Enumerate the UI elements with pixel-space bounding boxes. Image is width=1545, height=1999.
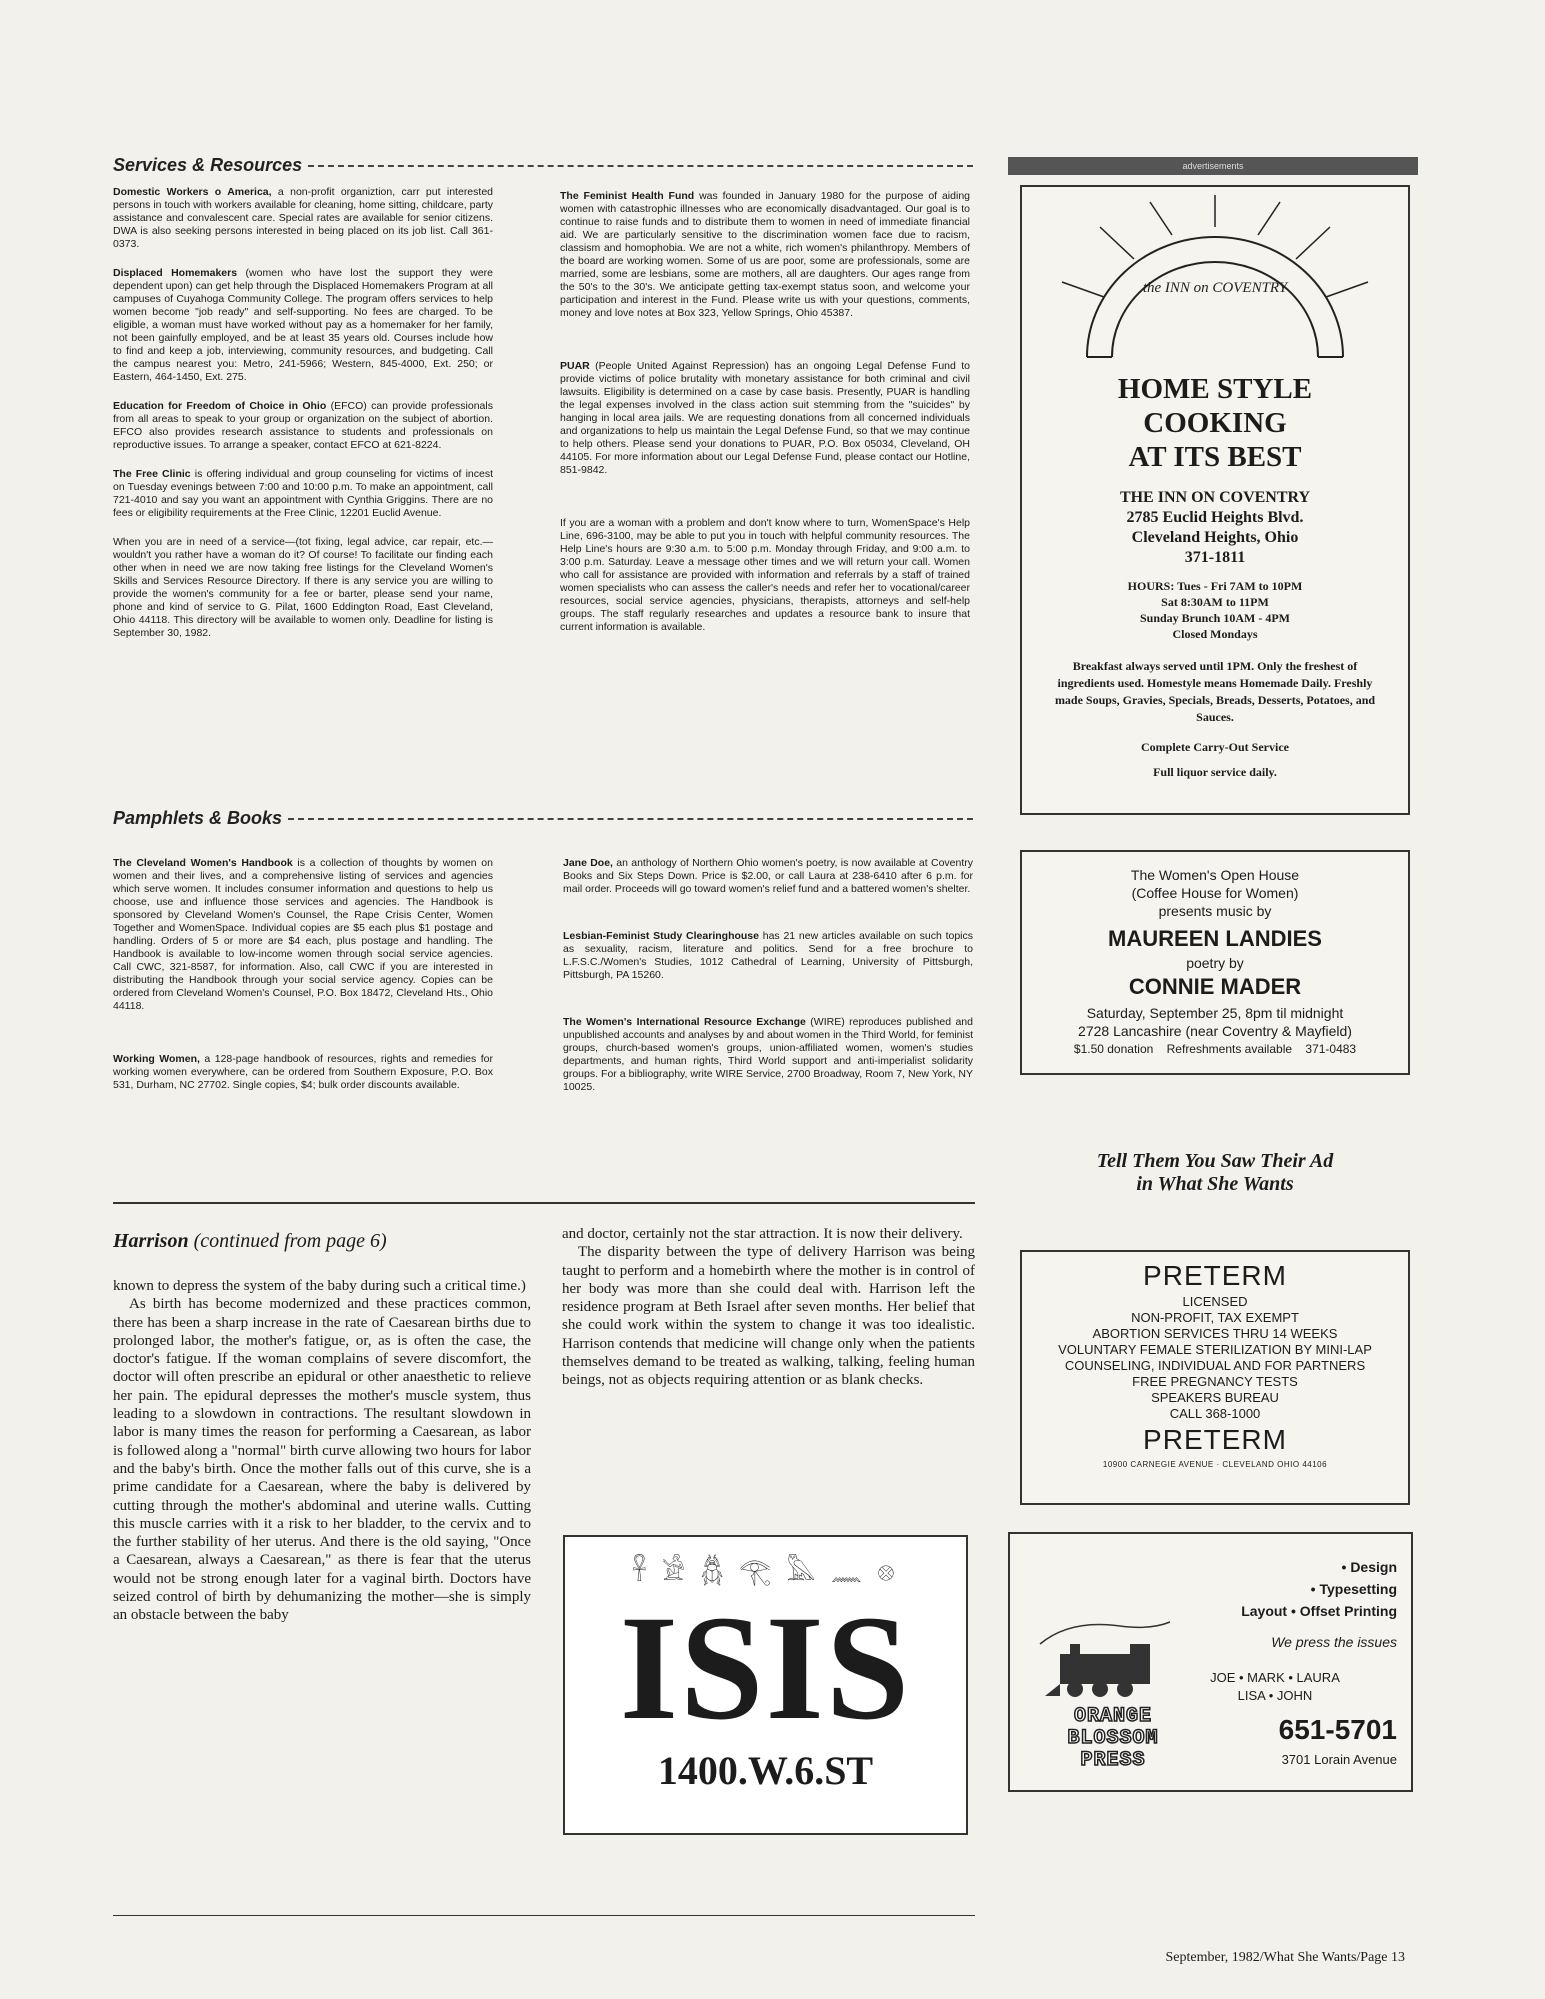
inn-hours-line: Closed Mondays (1172, 627, 1258, 641)
bottom-rule (113, 1915, 975, 1916)
open-house-date: Saturday, September 25, 8pm til midnight (1086, 1005, 1344, 1021)
preterm-logo: PRETERM (1143, 1424, 1287, 1455)
tell-them-line: Tell Them You Saw Their Ad (1096, 1150, 1334, 1172)
preterm-line: ABORTION SERVICES THRU 14 WEEKS (1092, 1326, 1338, 1341)
ads-header-bar (1008, 157, 1418, 175)
listing-text: If you are a woman with a problem and don't know where to turn, WomenSpace's Help Line, 696-3100, may be able to put you in touch with helpful community resources. The Help Line's hours are 9:30 a.m. to 5:00 p.m. Monday through Friday, and 9:00 a.m. to 3:00 p.m. Saturday. Leave a message other times and we will return your call. Women who call for assistance are provided with information and referrals by a staff of trained women specialists who can assess the caller's needs and refer her to vocational/career resources, social service agencies, physicians, therapists, attorneys and self-help groups. The staff regularly researches and updates a resource bank to insure that current information is available. (560, 517, 970, 633)
open-house-phone: 371-0483 (1305, 1042, 1357, 1056)
listing-text: a 128-page handbook of resources, rights and remedies for working women everywhere, can be ordered from Southern Exposure, P.O. Box 531, Durham, NC 27702. Single copies, $4; bulk order discounts available. (113, 1053, 493, 1091)
inn-headline-line: AT ITS BEST (1128, 441, 1302, 473)
listing-text: (EFCO) can provide professionals from all areas to speak to your group or organization on the subject of abortion. EFCO also provides research assistance to students and professionals on reproductive issues. To arrange a speaker, contact EFCO at 621-8224. (113, 400, 493, 451)
listing-lead: Domestic Workers o America, (113, 186, 272, 198)
listing-text: is a collection of thoughts by women on women and their lives, and a comprehensive listing of services and agencies which serve women. It includes consumer information and questions to help us choose, use and influence those services and agencies. The Handbook is sponsored by Cleveland Women's Counsel, the Rape Crisis Center, Women Together and WomenSpace. Individual copies are $5 each plus $1 postage and handling. Orders of 5 or more are $4 each, plus postage and handling. The Handbook is available to low-income women through social service agencies. Call CWC, 321-8587, for information. Also, call CWC if you are interested in distributing the Handbook through your social service agency. Copies can be ordered from Cleveland Women's Counsel, P.O. Box 18472, Cleveland Hts., Ohio 44118. (113, 857, 493, 1012)
preterm-line: NON-PROFIT, TAX EXEMPT (1131, 1310, 1299, 1325)
inn-hours-line: Sat 8:30AM to 11PM (1161, 595, 1269, 609)
inn-phone: 371-1811 (1184, 549, 1246, 566)
article-heading (113, 1230, 513, 1253)
article-right-column (562, 1225, 975, 1390)
preterm-ad (1020, 1250, 1410, 1505)
pamphlets-right-column (563, 857, 973, 1128)
inn-description: Breakfast always served until 1PM. Only the freshest of ingredients used. Homestyle means Homemade Daily. Freshly made Soups, Gravies, Specials, Breads, Desserts, Potatoes, and Sauces. (1054, 659, 1376, 724)
services-right-column (560, 190, 970, 674)
preterm-line: LICENSED (1182, 1294, 1248, 1309)
inn-address: 2785 Euclid Heights Blvd. (1126, 509, 1304, 526)
orange-people: LISA • JOHN (1237, 1688, 1313, 1703)
article-continued: (continued from page 6) (193, 1230, 387, 1252)
inn-hours-line: Tues - Fri 7AM to 10PM (1177, 579, 1303, 593)
open-house-line: presents music by (1158, 903, 1272, 919)
orange-logo-line: PRESS (1080, 1749, 1146, 1772)
pamphlets-section-header (113, 808, 973, 829)
listing-lead: Lesbian-Feminist Study Clearinghouse (563, 930, 759, 942)
isis-ad (563, 1535, 968, 1835)
listing-text: was founded in January 1980 for the purpose of aiding women with catastrophic illnesses who are economically disadvantaged. Our goal is to continue to raise funds and to distribute them to women in need of immediate financial aid. We are particularly sensitive to the discrimination women face due to racism, classism and homophobia. We are not a white, rich women's philanthropy. Members of the board are working women. Some of us are poor, some are professionals, some are married, some are lesbians, some are mothers, all are daughters. Our ages range from the 50's to the 30's. We anticipate getting tax-exempt status soon, and welcome your participation and interest in the Fund. Please write us with your questions, comments, money and love notes at Box 323, Yellow Springs, Ohio 45387. (560, 190, 970, 319)
inn-address: Cleveland Heights, Ohio (1131, 529, 1299, 546)
open-house-ad (1020, 850, 1410, 1075)
listing-lead: Displaced Homemakers (113, 267, 238, 279)
inn-arch-text: the INN on COVENTRY (1142, 280, 1288, 296)
listing-text: an anthology of Northern Ohio women's poetry, is now available at Coventry Books and Six Steps Down. Price is $2.00, or call Laura at 238-6410 after 6 p.m. for mail order. Proceeds will go toward women's relief fund and a battered women's shelter. (563, 857, 973, 895)
listing-text: (People United Against Repression) has an ongoing Legal Defense Fund to provide victims of police brutality with monetary assistance for both criminal and civil lawsuits. Eligibility is determined on a case by case basis. Presently, PUAR is handling the legal expenses involved in the class action suit stemming from the "suicides" by hanging in local area jails. We are requesting donations from all concerned individuals and organizations to help us maintain the Legal Defense Fund, so that we may continue to help others. Please send your donations to PUAR, P.O. Box 05034, Cleveland, OH 44105. For more information about our Legal Defense Fund, please contact our Hotline, 851-9842. (560, 360, 970, 476)
article-left-column (113, 1277, 531, 1625)
listing-lead: Jane Doe, (563, 857, 613, 869)
listing-item (113, 186, 493, 251)
article-paragraph: The disparity between the type of delivery Harrison was being taught to perform and a homebirth where the mother is in control of her body was more than she could deal with. Harrison left the residence program at Beth Israel after seven months. Her belief that she could work within the system to change it was too idealistic. Harrison contends that medicine will change only when the patients themselves demand to be treated as walking, talking, feeling human beings, not as objects requiring attention or as blank checks. (562, 1244, 975, 1389)
article-paragraph: and doctor, certainly not the star attraction. It is now their delivery. (562, 1226, 963, 1242)
listing-item (560, 360, 970, 477)
preterm-line: CALL 368-1000 (1169, 1406, 1261, 1421)
services-left-column (113, 186, 493, 656)
listing-item (113, 400, 493, 452)
tell-them-tagline (1020, 1150, 1410, 1196)
services-section-title: Services & Resources (113, 155, 303, 175)
article-paragraph: As birth has become modernized and these practices common, there has been a sharp increase in the rate of Caesarean births due to prolonged labor, the mother's fatigue, or, as is often the case, the doctor's fatigue. If the woman complains of severe discomfort, the doctor will often prescribe an epidural or other anaesthetic to relieve her pain. The epidural depresses the mother's muscle system, thus leading to a slowdown in contractions. The resultant slowdown in labor is many times the reason for performing a Caesarean, as labor is followed along a "normal" birth curve allowing two hours for labor and the baby's birth. Once the mother falls out of this curve, she is a prime candidate for a Caesarean, where the baby is delivered by cutting through the mother's abdominal and uterine walls. Cutting this muscle carries with it a risk to her bladder, to the cervix and to the further stability of her uterus. And there is the old saying, "Once a Caesarean, always a Caesarean," as there is fear that the uterus would not be strong enough later for a vaginal birth. Doctors have seized control of birth by dehumanizing the mother—she is simply an obstacle between the baby (113, 1296, 531, 1624)
section-rule (308, 165, 973, 167)
listing-item (560, 190, 970, 320)
performer-music: MAUREEN LANDIES (1108, 926, 1322, 951)
pamphlets-left-column (113, 857, 493, 1132)
performer-poetry: CONNIE MADER (1128, 974, 1302, 999)
isis-name: ISIS (619, 1585, 912, 1751)
listing-lead: The Feminist Health Fund (560, 190, 695, 202)
listing-lead: Working Women, (113, 1053, 200, 1065)
preterm-line: COUNSELING, INDIVIDUAL AND FOR PARTNERS (1064, 1358, 1366, 1373)
listing-item (113, 468, 493, 520)
ads-header-label: advertisements (1182, 161, 1244, 171)
inn-arch-logo (1022, 187, 1408, 387)
inn-hours-label: HOURS: (1127, 579, 1175, 593)
orange-people: JOE • MARK • LAURA (1210, 1670, 1340, 1685)
listing-item (113, 267, 493, 384)
listing-item (563, 857, 973, 896)
listing-item (113, 857, 493, 1013)
listing-item (563, 930, 973, 982)
preterm-line: VOLUNTARY FEMALE STERILIZATION BY MINI-LAP (1058, 1342, 1372, 1357)
preterm-logo: PRETERM (1143, 1260, 1287, 1291)
listing-lead: The Cleveland Women's Handbook (113, 857, 293, 869)
open-house-line: The Women's Open House (1130, 867, 1300, 883)
article-paragraph: known to depress the system of the baby during such a critical time.) (113, 1278, 526, 1294)
listing-text: has 21 new articles available on such topics as sexuality, racism, literature and politics. Send for a free brochure to L.F.S.C./Women's Studies, 1012 Cathedral of Learning, University of Pittsburgh, Pittsburgh, PA 15260. (563, 930, 973, 981)
open-house-donation: $1.50 donation (1073, 1042, 1154, 1056)
isis-hieroglyphs: 𓋹 𓀀 𓆣 𓂀 𓅓 𓈖 𓊖 (632, 1556, 899, 1586)
open-house-address: 2728 Lancashire (near Coventry & Mayfield) (1078, 1023, 1352, 1039)
listing-lead: Education for Freedom of Choice in Ohio (113, 400, 327, 412)
orange-logo-line: BLOSSOM (1067, 1727, 1159, 1750)
services-section-header (113, 155, 973, 176)
listing-text: (WIRE) reproduces published and unpublished accounts and analyses by and about women in the Third World, for feminist groups, church-based women's groups, union-affiliated women, women's studies departments, and human rights, Third World support and anti-imperialist solidarity groups. For a bibliography, write WIRE Service, 2700 Broadway, Room 7, New York, NY 10025. (563, 1016, 973, 1093)
article-title: Harrison (113, 1230, 189, 1252)
orange-service: • Typesetting (1310, 1581, 1397, 1597)
listing-lead: PUAR (560, 360, 590, 372)
orange-phone: 651-5701 (1278, 1714, 1397, 1745)
listing-item (563, 1016, 973, 1094)
orange-service: • Design (1341, 1559, 1397, 1575)
listing-text: When you are in need of a service—(tot fixing, legal advice, car repair, etc.—wouldn't you rather have a woman do it? Of course! To facilitate our finding each other when in need we are now taking free listings for the Cleveland Women's Skills and Services Resource Directory. If there is any service you are willing to provide the women's community for a fee or barter, please send your name, phone and kind of service to G. Pilat, 1600 Eddington Road, East Cleveland, Ohio 44118. This directory will be available to women only. Deadline for listing is September 30, 1982. (113, 536, 493, 639)
inn-hours-line: Sunday Brunch 10AM - 4PM (1139, 611, 1291, 625)
orange-blossom-ad (1008, 1532, 1413, 1792)
divider-rule (113, 1202, 975, 1204)
inn-name: THE INN ON COVENTRY (1119, 489, 1311, 506)
open-house-refreshments: Refreshments available (1166, 1042, 1293, 1056)
inn-headline-line: COOKING (1143, 407, 1287, 439)
preterm-address: 10900 CARNEGIE AVENUE · CLEVELAND OHIO 44106 (1102, 1460, 1328, 1469)
inn-liquor: Full liquor service daily. (1153, 765, 1277, 779)
listing-item (560, 517, 970, 634)
inn-carryout: Complete Carry-Out Service (1141, 740, 1289, 754)
listing-text: (women who have lost the support they were dependent upon) can get help through the Displaced Homemakers Program at all campuses of Cuyahoga Community College. The program offers services to help women become "job ready" and self-supporting. No fees are charged. To be eligible, a woman must have worked without pay as a homemaker for her family, not been gainfully employed, and be at least 35 years old. Courses include how to find and keep a job, interviewing, community resources, and budgeting. Call the campus nearest you: Metro, 241-5966; Western, 845-4000, Ext. 250; or Eastern, 464-1450, Ext. 275. (113, 267, 493, 383)
page-footer: September, 1982/What She Wants/Page 13 (1165, 1950, 1405, 1965)
orange-address: 3701 Lorain Avenue (1281, 1752, 1397, 1767)
listing-text: is offering individual and group counseling for victims of incest on Tuesday evenings between 7:00 and 10:00 p.m. To make an appointment, call 721-4010 and say you want an appointment with Cynthia Griggins. There are no fees or eligibility requirements at the Free Clinic, 12201 Euclid Avenue. (113, 468, 493, 519)
train-icon (1030, 1614, 1180, 1704)
listing-item (113, 536, 493, 640)
listing-lead: The Free Clinic (113, 468, 191, 480)
inn-headline-line: HOME STYLE (1117, 373, 1313, 405)
listing-lead: The Women's International Resource Exchange (563, 1016, 806, 1028)
listing-item (113, 1053, 493, 1092)
preterm-services-list (1022, 1294, 1408, 1422)
section-rule (288, 818, 973, 820)
listing-text: a non-profit organiztion, carr put interested persons in touch with workers available for cleaning, home sitting, childcare, party assistance and convalescent care. Special rates are available for senior citizens. DWA is also seeking persons interested in being placed on its job list. Call 361-0373. (113, 186, 493, 250)
isis-address: 1400.W.6.ST (657, 1748, 874, 1793)
orange-service: Layout • Offset Printing (1241, 1603, 1397, 1619)
orange-slogan: We press the issues (1271, 1634, 1397, 1650)
open-house-line: poetry by (1186, 955, 1244, 971)
orange-logo-line: ORANGE (1073, 1705, 1152, 1728)
inn-coventry-ad (1020, 185, 1410, 815)
preterm-line: FREE PREGNANCY TESTS (1132, 1374, 1298, 1389)
open-house-line: (Coffee House for Women) (1131, 885, 1299, 901)
pamphlets-section-title: Pamphlets & Books (113, 808, 283, 828)
preterm-line: SPEAKERS BUREAU (1151, 1390, 1279, 1405)
tell-them-line: in What She Wants (1136, 1173, 1294, 1195)
